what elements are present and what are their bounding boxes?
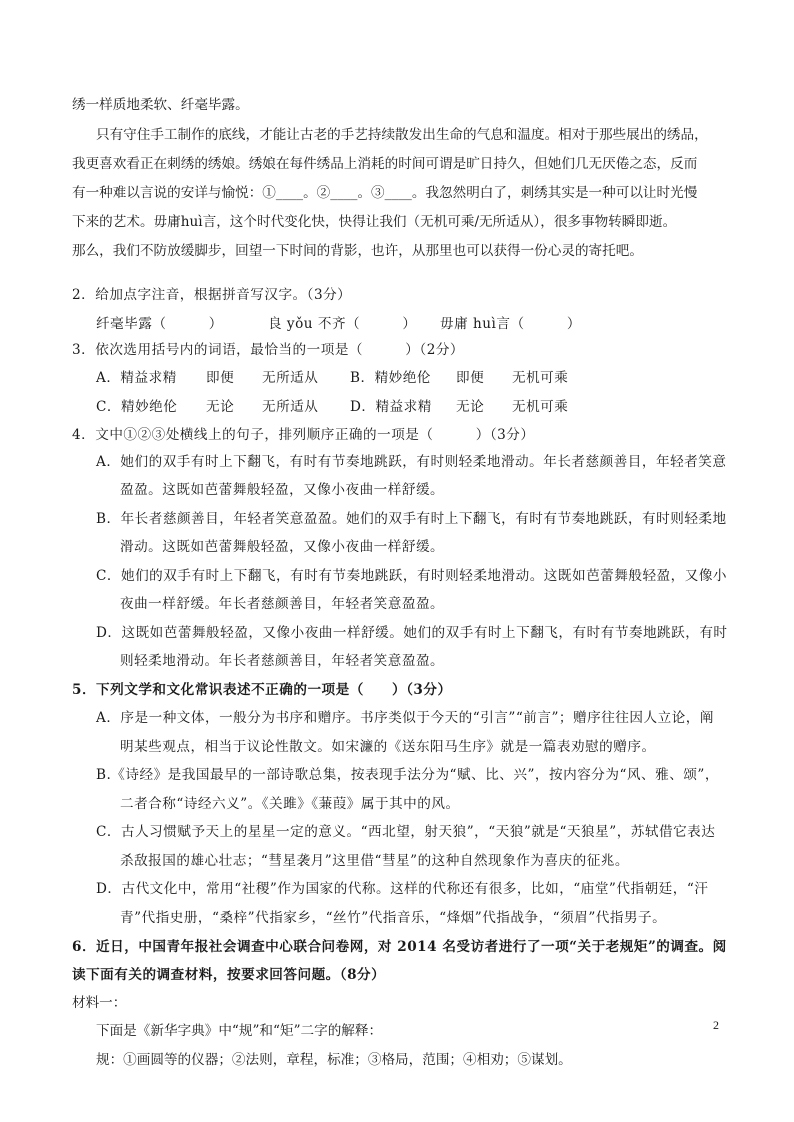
q4-option-d-line-1: D．这既如芭蕾舞般轻盈，又像小夜曲一样舒缓。她们的双手有时上下翻飞，有时有节奏地跳跃，有时: [96, 625, 728, 641]
q3-d-word3: 无机可乘: [512, 399, 569, 415]
q3-c-word2: 无论: [206, 399, 235, 415]
passage-line-6: 那么，我们不防放缓脚步，回望一下时间的背影，也许，从那里也可以获得一份心灵的寄托吧。: [72, 243, 643, 259]
passage-line-5: 下来的艺术。毋庸huì言，这个时代变化快，快得让我们（无机可乘/无所适从），很多事物转瞬即逝。: [72, 214, 677, 230]
q3-b-word2: 即便: [456, 370, 485, 386]
q3-c-word3: 无所适从: [262, 399, 319, 415]
q5-option-a-line-1: A．序是一种文体，一般分为书序和赠序。书序类似于今天的“引言”“前言”；赠序往往因人立论，阐: [96, 710, 714, 726]
material-line-1: 下面是《新华字典》中“规”和“矩”二字的解释：: [96, 1023, 383, 1039]
q4-option-b-line-1: B．年长者慈颜善目，年轻者笑意盈盈。她们的双手有时上下翻飞，有时有节奏地跳跃，有时则轻柔地: [96, 511, 727, 527]
q4-option-a-line-1: A．她们的双手有时上下翻飞，有时有节奏地跳跃，有时则轻柔地滑动。年长者慈颜善目，年轻者笑意: [96, 454, 727, 470]
q5-option-d-line-1: D．古代文化中，常用“社稷”作为国家的代称。这样的代称还有很多，比如，“庙堂”代指朝廷，“汗: [96, 881, 709, 897]
question-3-stem: 3．依次选用括号内的词语，最恰当的一项是（ ）（2分）: [72, 342, 465, 358]
q4-option-c-line-1: C．她们的双手有时上下翻飞，有时有节奏地跳跃，有时则轻柔地滑动。这既如芭蕾舞般轻盈，又像小: [96, 568, 728, 584]
question-2-item-1: 纤毫毕露（ ）: [96, 316, 223, 332]
question-2-item-3: 毋庸 huì言（ ）: [440, 316, 581, 332]
q3-a-word2: 即便: [206, 370, 235, 386]
q3-c-word1: C．精妙绝伦: [96, 399, 178, 415]
q3-d-word2: 无论: [456, 399, 485, 415]
passage-line-2: 只有守住手工制作的底线，才能让古老的手艺持续散发出生命的气息和温度。相对于那些展出的绣品，: [96, 127, 708, 143]
q3-d-word1: D．精益求精: [350, 399, 432, 415]
q3-a-word3: 无所适从: [262, 370, 319, 386]
q4-option-d-line-2: 则轻柔地滑动。年长者慈颜善目，年轻者笑意盈盈。: [120, 653, 445, 669]
question-4-stem: 4．文中①②③处横线上的句子，排列顺序正确的一项是（ ）（3分）: [72, 427, 535, 443]
passage-line-3: 我更喜欢看正在刺绣的绣娘。绣娘在每件绣品上消耗的时间可谓是旷日持久，但她们几无厌倦之态，反而: [72, 156, 698, 172]
question-5-stem: 5．下列文学和文化常识表述不正确的一项是（ ）（3分）: [72, 682, 452, 698]
q3-a-word1: A．精益求精: [96, 370, 177, 386]
page-number: 2: [713, 1018, 719, 1032]
passage-line-4: 有一种难以言说的安详与愉悦：①____。②____。③____。我忽然明白了，刺绣其实是一种可以让时光慢: [72, 185, 698, 201]
q4-option-b-line-2: 滑动。这既如芭蕾舞般轻盈，又像小夜曲一样舒缓。: [120, 539, 445, 555]
question-6-stem-line-2: 读下面有关的调查材料，按要求回答问题。（8分）: [72, 967, 386, 983]
q5-option-b-line-2: 二者合称“诗经六义”。《关雎》《蒹葭》属于其中的风。: [120, 796, 460, 812]
q5-option-c-line-2: 杀敌报国的雄心壮志；“彗星袭月”这里借“彗星”的这种自然现象作为喜庆的征兆。: [120, 853, 629, 869]
question-2-stem: 2．给加点字注音，根据拼音写汉字。（3分）: [72, 287, 352, 303]
q3-b-word3: 无机可乘: [512, 370, 569, 386]
q5-option-d-line-2: 青”代指史册，“桑梓”代指家乡，“丝竹”代指音乐，“烽烟”代指战争，“须眉”代指男子。: [120, 910, 667, 926]
material-label: 材料一：: [72, 995, 127, 1011]
q4-option-a-line-2: 盈盈。这既如芭蕾舞般轻盈，又像小夜曲一样舒缓。: [120, 482, 445, 498]
passage-line-1: 绣一样质地柔软、纤毫毕露。: [72, 97, 249, 113]
q5-option-b-line-1: B.《诗经》是我国最早的一部诗歌总集，按表现手法分为“赋、比、兴”，按内容分为“风、雅、颂”，: [96, 767, 719, 783]
material-line-2: 规：①画圆等的仪器；②法则，章程，标准；③格局，范围；④相劝；⑤谋划。: [96, 1052, 572, 1068]
q4-option-c-line-2: 夜曲一样舒缓。年长者慈颜善目，年轻者笑意盈盈。: [120, 596, 445, 612]
q5-option-c-line-1: C．古人习惯赋予天上的星星一定的意义。“西北望，射天狼”，“天狼”就是“天狼星”，苏轼借它表达: [96, 824, 716, 840]
q3-b-word1: B．精妙绝伦: [350, 370, 431, 386]
q5-option-a-line-2: 明某些观点，相当于议论性散文。如宋濂的《送东阳马生序》就是一篇表劝慰的赠序。: [120, 739, 656, 755]
question-2-item-2: 良 yǒu 不齐（ ）: [268, 316, 417, 332]
question-6-stem-line-1: 6．近日，中国青年报社会调查中心联合问卷网，对 2014 名受访者进行了一项“关于老规矩”的调查。阅: [72, 939, 727, 955]
